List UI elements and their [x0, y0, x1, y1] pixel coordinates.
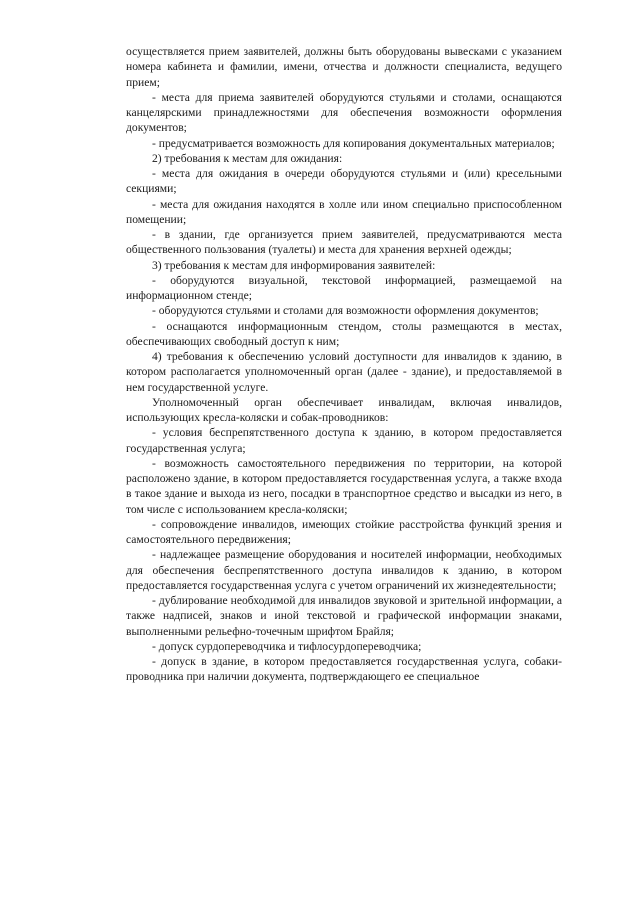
- paragraph-braille-duplication: - дублирование необходимой для инвалидов звуковой и зрительной информации, а также надписей, знаков и иной текстовой и графической информации знаками, выполненными рельефно-точечным шрифтом Брайля;: [126, 594, 562, 638]
- paragraph-reception-furniture: - места для приема заявителей оборудуются стульями и столами, оснащаются канцелярскими принадлежностями для обеспечения возможности оформления документов;: [126, 90, 562, 135]
- heading-waiting-requirements: 2) требования к местам для ожидания:: [152, 151, 343, 165]
- paragraph-continuation: осуществляется прием заявителей, должны быть оборудованы вывесками с указанием номера кабинета и фамилии, имени, отчества и должности специалиста, ведущего прием;: [126, 45, 562, 89]
- paragraph-independent-movement: - возможность самостоятельного передвижения по территории, на которой расположено здание, в котором предоставляется государственная услуга, а также входа в такое здание и выхода из него, посадки в транспортное средство и высадки из него, в том числе с использованием кресла-коляски;: [126, 456, 562, 516]
- paragraph-info-stand: - оборудуются визуальной, текстовой информацией, размещаемой на информационном стенде;: [126, 273, 562, 302]
- heading-information-requirements: 3) требования к местам для информирования заявителей:: [152, 258, 436, 272]
- paragraph-waiting-seats: - места для ожидания в очереди оборудуются стульями и (или) кресельными секциями;: [126, 167, 562, 196]
- paragraph-waiting-hall: - места для ожидания находятся в холле или ином специально приспособленном помещении;: [126, 197, 562, 226]
- paragraph-public-facilities: - в здании, где организуется прием заявителей, предусматриваются места общественного пользования (туалеты) и места для хранения верхней одежды;: [126, 228, 562, 257]
- paragraph-barrier-free-access: - условия беспрепятственного доступа к зданию, в котором предоставляется государственная услуга;: [126, 426, 562, 455]
- document-page: [126, 44, 562, 685]
- heading-accessibility-requirements: 4) требования к обеспечению условий доступности для инвалидов к зданию, в котором располагается уполномоченный орган (далее - здание), и предоставляемой в нем государственной услуге.: [126, 350, 562, 394]
- paragraph-copying: - предусматривается возможность для копирования документальных материалов;: [152, 136, 555, 150]
- paragraph-escort: - сопровождение инвалидов, имеющих стойкие расстройства функций зрения и самостоятельного передвижения;: [126, 517, 562, 546]
- paragraph-equipment-placement: - надлежащее размещение оборудования и носителей информации, необходимых для обеспечения беспрепятственного доступа инвалидов к зданию, в котором предоставляется государственная услуга с учетом ограничений их жизнедеятельности;: [126, 548, 562, 592]
- paragraph-info-furniture: - оборудуются стульями и столами для возможности оформления документов;: [152, 304, 539, 318]
- paragraph-guide-dog-admission: - допуск в здание, в котором предоставляется государственная услуга, собаки-проводника при наличии документа, подтверждающего ее специальное: [126, 655, 562, 684]
- paragraph-authority-provides: Уполномоченный орган обеспечивает инвалидам, включая инвалидов, использующих кресла-коляски и собак-проводников:: [126, 395, 562, 424]
- paragraph-interpreter-admission: - допуск сурдопереводчика и тифлосурдопереводчика;: [152, 639, 422, 653]
- paragraph-info-access: - оснащаются информационным стендом, столы размещаются в местах, обеспечивающих свободный доступ к ним;: [126, 319, 562, 348]
